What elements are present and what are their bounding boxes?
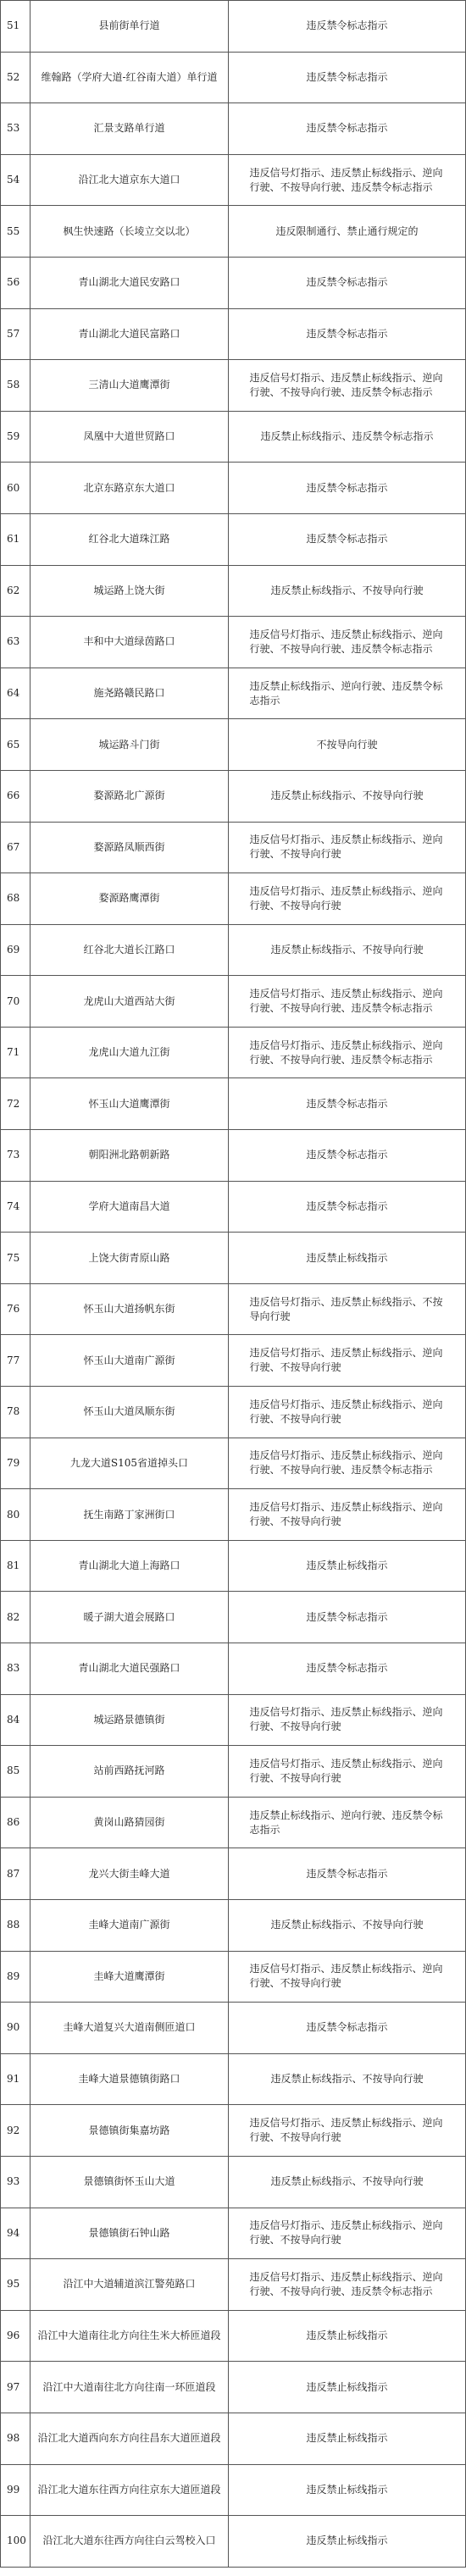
table-row — [1, 668, 466, 719]
violation-cell — [229, 1283, 466, 1335]
violation-cell — [229, 719, 466, 771]
table-row — [1, 103, 466, 155]
row-number: 67 — [1, 822, 31, 873]
violation-cell — [229, 565, 466, 617]
location-cell: 抚生南路丁家洲街口 — [31, 1489, 229, 1541]
row-number: 52 — [1, 52, 31, 103]
violation-text: 违反禁止标线指示 — [306, 2432, 388, 2445]
table-row — [1, 1592, 466, 1643]
location-cell: 学府大道南昌大道 — [31, 1181, 229, 1233]
row-number: 70 — [1, 976, 31, 1028]
table-row — [1, 2362, 466, 2413]
violation-cell — [229, 1335, 466, 1387]
table-row — [1, 1643, 466, 1695]
table-row — [1, 1848, 466, 1900]
violation-text: 违反信号灯指示、违反禁止标线指示、逆向行驶、不按导向行驶 — [249, 2117, 443, 2144]
location-cell: 怀玉山大道扬帆东街 — [31, 1283, 229, 1335]
table-row — [1, 1746, 466, 1798]
location-cell: 怀玉山大道南广源街 — [31, 1335, 229, 1387]
violation-cell — [229, 1489, 466, 1541]
table-row — [1, 924, 466, 976]
row-number: 78 — [1, 1387, 31, 1438]
table-row — [1, 719, 466, 771]
violation-cell — [229, 308, 466, 360]
location-cell: 站前西路抚河路 — [31, 1746, 229, 1798]
row-number: 57 — [1, 308, 31, 360]
violation-cell — [229, 2105, 466, 2157]
location-cell: 沿江北大道西向东方向往昌东大道匝道段 — [31, 2413, 229, 2464]
row-number: 88 — [1, 1899, 31, 1951]
location-cell: 黄岗山路猜园街 — [31, 1797, 229, 1848]
violation-text: 违反信号灯指示、违反禁止标线指示、逆向行驶、不按导向行驶 — [249, 1398, 443, 1425]
location-cell: 三清山大道鹰潭街 — [31, 360, 229, 412]
violation-cell — [229, 513, 466, 565]
location-cell: 沿江中大道南往北方向往南一环匝道段 — [31, 2362, 229, 2413]
table-row — [1, 1233, 466, 1284]
violation-text: 违反禁止标线指示、不按导向行驶 — [270, 2073, 424, 2086]
location-cell: 圭峰大道复兴大道南侧匝道口 — [31, 2003, 229, 2054]
location-cell: 沿江中大道辅道滨江警苑路口 — [31, 2259, 229, 2311]
violation-cell — [229, 770, 466, 822]
violation-text: 违反禁令标志指示 — [306, 1097, 388, 1110]
violation-cell — [229, 1848, 466, 1900]
row-number: 98 — [1, 2413, 31, 2464]
location-cell: 沿江北大道东往西方向往京东大道匝道段 — [31, 2464, 229, 2516]
violation-cell — [229, 1592, 466, 1643]
table-row — [1, 2053, 466, 2105]
row-number: 100 — [1, 2516, 31, 2568]
location-cell: 丰和中大道绿茵路口 — [31, 617, 229, 668]
violation-cell — [229, 2208, 466, 2259]
violation-cell — [229, 2259, 466, 2311]
violation-cell — [229, 2413, 466, 2464]
violation-text: 违反禁止标线指示 — [306, 1559, 388, 1572]
table-row — [1, 1027, 466, 1078]
location-cell: 施尧路赣民路口 — [31, 668, 229, 719]
table-row — [1, 2464, 466, 2516]
table-row — [1, 2105, 466, 2157]
table-row — [1, 257, 466, 308]
row-number: 76 — [1, 1283, 31, 1335]
table-row — [1, 2003, 466, 2054]
violation-text: 违反禁止标线指示、不按导向行驶 — [270, 1919, 424, 1931]
violation-text: 违反禁令标志指示 — [306, 70, 388, 83]
row-number: 80 — [1, 1489, 31, 1541]
violation-text: 违反禁令标志指示 — [306, 533, 388, 546]
row-number: 83 — [1, 1643, 31, 1695]
violation-cell — [229, 976, 466, 1028]
row-number: 66 — [1, 770, 31, 822]
row-number: 53 — [1, 103, 31, 155]
row-number: 90 — [1, 2003, 31, 2054]
location-cell: 凤凰中大道世贸路口 — [31, 411, 229, 463]
table-row — [1, 206, 466, 258]
row-number: 58 — [1, 360, 31, 412]
location-cell: 城运路上饶大街 — [31, 565, 229, 617]
row-number: 59 — [1, 411, 31, 463]
row-number: 91 — [1, 2053, 31, 2105]
table-row — [1, 770, 466, 822]
row-number: 56 — [1, 257, 31, 308]
violation-text: 违反信号灯指示、违反禁止标线指示、不按导向行驶 — [249, 1295, 443, 1322]
table-row — [1, 513, 466, 565]
violation-cell — [229, 1181, 466, 1233]
row-number: 68 — [1, 873, 31, 925]
violation-text: 违反信号灯指示、违反禁止标线指示、逆向行驶、不按导向行驶 — [249, 1501, 443, 1528]
location-cell: 怀玉山大道凤顺东街 — [31, 1387, 229, 1438]
row-number: 85 — [1, 1746, 31, 1798]
location-cell: 城运路斗门街 — [31, 719, 229, 771]
violation-cell — [229, 2516, 466, 2568]
table-row — [1, 1181, 466, 1233]
violation-cell — [229, 822, 466, 873]
row-number: 60 — [1, 463, 31, 514]
table-row — [1, 976, 466, 1028]
violation-text: 不按导向行驶 — [316, 738, 378, 751]
violation-cell — [229, 1233, 466, 1284]
row-number: 71 — [1, 1027, 31, 1078]
row-number: 86 — [1, 1797, 31, 1848]
violation-cell — [229, 257, 466, 308]
table-row — [1, 1694, 466, 1746]
location-cell: 青山湖北大道上海路口 — [31, 1540, 229, 1592]
violation-text: 违反信号灯指示、违反禁止标线指示、逆向行驶、不按导向行驶 — [249, 1757, 443, 1784]
row-number: 69 — [1, 924, 31, 976]
location-cell: 朝阳洲北路朝新路 — [31, 1130, 229, 1182]
violation-text: 违反禁令标志指示 — [306, 1149, 388, 1161]
table-row — [1, 308, 466, 360]
row-number: 72 — [1, 1078, 31, 1130]
table-body — [1, 1, 466, 2568]
violation-text: 违反信号灯指示、违反禁止标线指示、逆向行驶、不按导向行驶、违反禁令标志指示 — [249, 166, 443, 193]
violation-text: 违反信号灯指示、违反禁止标线指示、逆向行驶、不按导向行驶 — [249, 1963, 443, 1990]
location-cell: 维翰路（学府大道-红谷南大道）单行道 — [31, 52, 229, 103]
violation-text: 违反禁令标志指示 — [306, 276, 388, 289]
table-row — [1, 1489, 466, 1541]
violation-text: 违反限制通行、禁止通行规定的 — [275, 224, 419, 237]
violation-cell — [229, 873, 466, 925]
violation-text: 违反禁止标线指示、不按导向行驶 — [270, 584, 424, 596]
row-number: 96 — [1, 2310, 31, 2362]
location-cell: 暖子湖大道会展路口 — [31, 1592, 229, 1643]
violation-text: 违反信号灯指示、违反禁止标线指示、逆向行驶、不按导向行驶、违反禁令标志指示 — [249, 628, 443, 655]
location-cell: 青山湖北大道民强路口 — [31, 1643, 229, 1695]
row-number: 74 — [1, 1181, 31, 1233]
location-cell: 枫生快速路（长堎立交以北） — [31, 206, 229, 258]
violation-text: 违反信号灯指示、违反禁止标线指示、逆向行驶、不按导向行驶 — [249, 1347, 443, 1374]
violation-cell — [229, 206, 466, 258]
violation-text: 违反禁止标线指示、逆向行驶、违反禁令标志指示 — [249, 1809, 443, 1836]
location-cell: 龙虎山大道九江街 — [31, 1027, 229, 1078]
violation-text: 违反禁令标志指示 — [306, 481, 388, 494]
violation-text: 违反禁令标志指示 — [306, 1867, 388, 1880]
row-number: 82 — [1, 1592, 31, 1643]
location-cell: 沿江中大道南往北方向往生米大桥匝道段 — [31, 2310, 229, 2362]
table-row — [1, 2208, 466, 2259]
row-number: 79 — [1, 1438, 31, 1489]
row-number: 51 — [1, 1, 31, 53]
violation-text: 违反禁令标志指示 — [306, 1199, 388, 1212]
table-row — [1, 2310, 466, 2362]
violation-text: 违反信号灯指示、违反禁止标线指示、逆向行驶、不按导向行驶、违反禁令标志指示 — [249, 1039, 443, 1066]
table-row — [1, 360, 466, 412]
table-row — [1, 1, 466, 53]
violation-text: 违反禁止标线指示、违反禁令标志指示 — [260, 430, 434, 443]
location-cell: 景德镇街怀玉山大道 — [31, 2156, 229, 2208]
table-row — [1, 52, 466, 103]
location-cell: 沿江北大道东往西方向往白云驾校入口 — [31, 2516, 229, 2568]
violation-cell — [229, 2310, 466, 2362]
location-cell: 婺源路北广源街 — [31, 770, 229, 822]
location-cell: 景德镇街集嘉坊路 — [31, 2105, 229, 2157]
table-row — [1, 2516, 466, 2568]
row-number: 97 — [1, 2362, 31, 2413]
violation-text: 违反禁止标线指示、逆向行驶、违反禁令标志指示 — [249, 679, 443, 706]
violation-cell — [229, 2156, 466, 2208]
location-cell: 青山湖北大道民安路口 — [31, 257, 229, 308]
violation-text: 违反禁令标志指示 — [306, 122, 388, 135]
violation-cell — [229, 360, 466, 412]
violation-cell — [229, 1797, 466, 1848]
table-row — [1, 873, 466, 925]
table-row — [1, 565, 466, 617]
violation-cell — [229, 2053, 466, 2105]
row-number: 87 — [1, 1848, 31, 1900]
violation-cell — [229, 1027, 466, 1078]
table-row — [1, 822, 466, 873]
location-cell: 县前街单行道 — [31, 1, 229, 53]
violation-text: 违反禁令标志指示 — [306, 2021, 388, 2034]
violation-cell — [229, 668, 466, 719]
violation-text: 违反信号灯指示、违反禁止标线指示、逆向行驶、不按导向行驶、违反禁令标志指示 — [249, 988, 443, 1015]
location-cell: 青山湖北大道民富路口 — [31, 308, 229, 360]
location-cell: 北京东路京东大道口 — [31, 463, 229, 514]
violation-cell — [229, 2464, 466, 2516]
violation-cell — [229, 463, 466, 514]
violation-cell — [229, 2003, 466, 2054]
row-number: 77 — [1, 1335, 31, 1387]
violation-cell — [229, 52, 466, 103]
violation-text: 违反禁止标线指示 — [306, 2483, 388, 2496]
row-number: 55 — [1, 206, 31, 258]
violation-text: 违反禁止标线指示 — [306, 2380, 388, 2393]
location-cell: 圭峰大道鹰潭街 — [31, 1951, 229, 2003]
violation-cell — [229, 411, 466, 463]
table-row — [1, 2156, 466, 2208]
location-cell: 沿江北大道京东大道口 — [31, 154, 229, 206]
table-row — [1, 617, 466, 668]
location-cell: 怀玉山大道鹰潭街 — [31, 1078, 229, 1130]
violation-text: 违反禁止标线指示、不按导向行驶 — [270, 789, 424, 802]
location-cell: 景德镇街石钟山路 — [31, 2208, 229, 2259]
table-row — [1, 1283, 466, 1335]
table-row — [1, 1130, 466, 1182]
violation-text: 违反信号灯指示、违反禁止标线指示、逆向行驶、不按导向行驶 — [249, 884, 443, 911]
location-cell: 汇景支路单行道 — [31, 103, 229, 155]
row-number: 81 — [1, 1540, 31, 1592]
violation-text: 违反禁令标志指示 — [306, 327, 388, 340]
row-number: 64 — [1, 668, 31, 719]
table-row — [1, 2413, 466, 2464]
table-row — [1, 2259, 466, 2311]
row-number: 95 — [1, 2259, 31, 2311]
violation-cell — [229, 1130, 466, 1182]
violation-text: 违反禁止标线指示、不按导向行驶 — [270, 2175, 424, 2188]
violation-text: 违反禁令标志指示 — [306, 1610, 388, 1623]
table-row — [1, 154, 466, 206]
violation-cell — [229, 1078, 466, 1130]
violation-cell — [229, 1951, 466, 2003]
location-cell: 婺源路凤顺西街 — [31, 822, 229, 873]
violation-text: 违反禁止标线指示 — [306, 1251, 388, 1264]
table-row — [1, 1540, 466, 1592]
violation-cell — [229, 924, 466, 976]
violation-text: 违反禁止标线指示 — [306, 2329, 388, 2342]
violation-cell — [229, 103, 466, 155]
location-cell: 婺源路鹰潭街 — [31, 873, 229, 925]
row-number: 75 — [1, 1233, 31, 1284]
violation-text: 违反信号灯指示、违反禁止标线指示、逆向行驶、不按导向行驶、违反禁令标志指示 — [249, 1449, 443, 1476]
violation-cell — [229, 1694, 466, 1746]
location-cell: 城运路景德镇街 — [31, 1694, 229, 1746]
location-cell: 圭峰大道南广源街 — [31, 1899, 229, 1951]
location-cell: 圭峰大道景德镇街路口 — [31, 2053, 229, 2105]
violation-text: 违反禁令标志指示 — [306, 19, 388, 32]
location-cell: 红谷北大道长江路口 — [31, 924, 229, 976]
row-number: 63 — [1, 617, 31, 668]
location-cell: 红谷北大道珠江路 — [31, 513, 229, 565]
row-number: 65 — [1, 719, 31, 771]
location-cell: 龙兴大街圭峰大道 — [31, 1848, 229, 1900]
table-row — [1, 1797, 466, 1848]
violation-cell — [229, 2362, 466, 2413]
location-cell: 九龙大道S105省道掉头口 — [31, 1438, 229, 1489]
row-number: 62 — [1, 565, 31, 617]
table-row — [1, 1438, 466, 1489]
row-number: 61 — [1, 513, 31, 565]
violation-text: 违反禁止标线指示、不按导向行驶 — [270, 943, 424, 956]
row-number: 54 — [1, 154, 31, 206]
location-cell: 上饶大街青原山路 — [31, 1233, 229, 1284]
violation-text: 违反禁止标线指示 — [306, 2534, 388, 2547]
violation-cell — [229, 1387, 466, 1438]
violation-text: 违反信号灯指示、违反禁止标线指示、逆向行驶、不按导向行驶 — [249, 834, 443, 861]
violation-cell — [229, 1438, 466, 1489]
violation-cell — [229, 1899, 466, 1951]
row-number: 99 — [1, 2464, 31, 2516]
violation-cell — [229, 1, 466, 53]
row-number: 92 — [1, 2105, 31, 2157]
violation-cell — [229, 1746, 466, 1798]
row-number: 84 — [1, 1694, 31, 1746]
row-number: 94 — [1, 2208, 31, 2259]
table-row — [1, 463, 466, 514]
violation-text: 违反禁令标志指示 — [306, 1662, 388, 1675]
table-row — [1, 1078, 466, 1130]
violation-cell — [229, 154, 466, 206]
table-row — [1, 1899, 466, 1951]
violation-cell — [229, 1540, 466, 1592]
row-number: 89 — [1, 1951, 31, 2003]
table-row — [1, 1387, 466, 1438]
location-cell: 龙虎山大道西站大街 — [31, 976, 229, 1028]
violation-cell — [229, 617, 466, 668]
row-number: 93 — [1, 2156, 31, 2208]
violation-text: 违反信号灯指示、违反禁止标线指示、逆向行驶、不按导向行驶、违反禁令标志指示 — [249, 2270, 443, 2297]
row-number: 73 — [1, 1130, 31, 1182]
table-row — [1, 1335, 466, 1387]
table-row — [1, 1951, 466, 2003]
violation-text: 违反信号灯指示、违反禁止标线指示、逆向行驶、不按导向行驶 — [249, 2219, 443, 2246]
table-row — [1, 411, 466, 463]
violation-text: 违反信号灯指示、违反禁止标线指示、逆向行驶、不按导向行驶、违反禁令标志指示 — [249, 371, 443, 398]
violation-text: 违反信号灯指示、违反禁止标线指示、逆向行驶、不按导向行驶 — [249, 1706, 443, 1733]
violation-cell — [229, 1643, 466, 1695]
